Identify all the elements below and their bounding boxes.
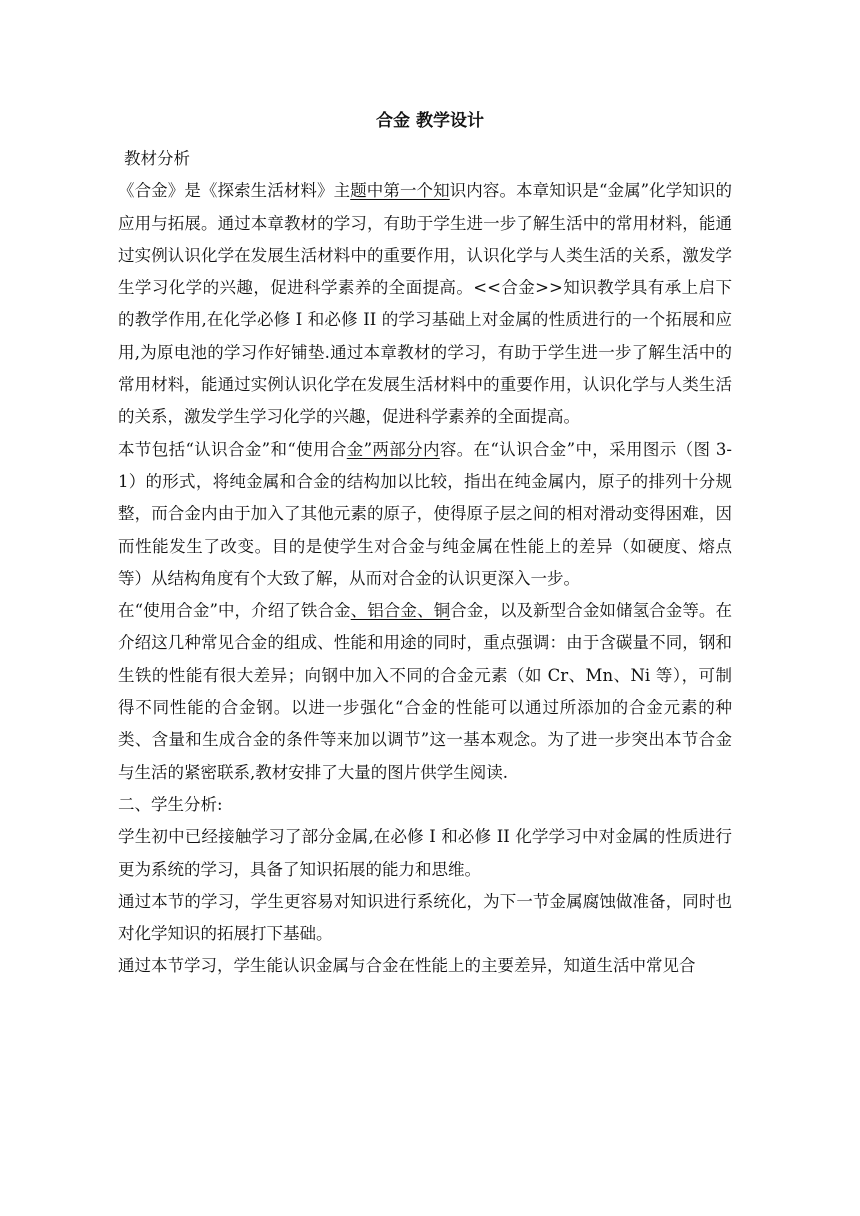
paragraph-student-background: 学生初中已经接触学习了部分金属,在必修 I 和必修 II 化学学习中对金属的性质进行更为系统的学习，具备了知识拓展的能力和思维。 — [118, 827, 732, 879]
p3-underlined-text: 、铝合金、铜 — [350, 601, 451, 621]
paragraph-learning-outcome: 通过本节学习，学生能认识金属与合金在性能上的主要差异，知道生活中常见合 — [118, 956, 696, 976]
p2-underlined-text: 金”两部分内 — [346, 439, 440, 459]
p3-text-a: 在“使用合金”中，介绍了铁合金 — [118, 601, 351, 621]
p3-text-b: 合金，以及新型合金如储氢合金等。在介绍这几种常见合金的组成、性能和用途的同时，重点强调：由于含碳量不同，钢和生铁的性能有很大差异；向钢中加入不同的合金元素（如 Cr、Mn、Ni 等），可制得不同性能的合金钢。以进一步强化“合金的性能可以通过所添加的合金元素的种类、含量和生成合金的条件等来加以调节”这一基本观念。为了进一步突出本节合金与生活的紧密联系,教材安排了大量的图片供学生阅读. — [118, 601, 733, 782]
p2-text-b: 容。在“认识合金”中，采用图示（图 3-1）的形式，将纯金属和合金的结构加以比较，指出在纯金属内，原子的排列十分规整，而合金内由于加入了其他元素的原子，使得原子层之间的相对滑动变得困难，因而性能发生了改变。目的是使学生对合金与纯金属在性能上的差异（如硬度、熔点等）从结构角度有个大致了解，从而对合金的认识更深入一步。 — [118, 439, 732, 588]
paragraph-using-alloys — [118, 595, 732, 789]
p1-underlined-text: 题中第一个知 — [350, 181, 450, 201]
paragraph-student-benefit: 通过本节的学习，学生更容易对知识进行系统化，为下一节金属腐蚀做准备，同时也对化学知识的拓展打下基础。 — [118, 891, 732, 944]
p1-text-b: 识内容。本章知识是“金属”化学知识的应用与拓展。通过本章教材的学习，有助于学生进一步了解生活中的常用材料，能通过实例认识化学在发展生活材料中的重要作用，认识化学与人类生活的关系，激发学生学习化学的兴趣，促进科学素养的全面提高。<<合金>>知识教学具有承上启下的教学作用,在化学必修 I 和必修 II 的学习基础上对金属的性质进行的一个拓展和应用,为原电池的学习作好铺垫.通过本章教材的学习，有助于学生进一步了解生活中的常用材料，能通过实例认识化学在发展生活材料中的重要作用，认识化学与人类生活的关系，激发学生学习化学的兴趣，促进科学素养的全面提高。 — [118, 181, 733, 427]
p1-text-a: 《合金》是《探索生活材料》主 — [118, 181, 351, 201]
section-heading-students: 二、学生分析: — [118, 794, 223, 814]
p2-text-a: 本节包括“认识合金”和“使用合 — [118, 439, 347, 459]
paragraph-material-analysis — [118, 175, 732, 433]
section-heading-materials: 教材分析 — [124, 149, 190, 168]
paragraph-section-contents — [118, 434, 732, 595]
document-title: 合金 教学设计 — [376, 111, 484, 131]
document-body — [118, 143, 732, 983]
